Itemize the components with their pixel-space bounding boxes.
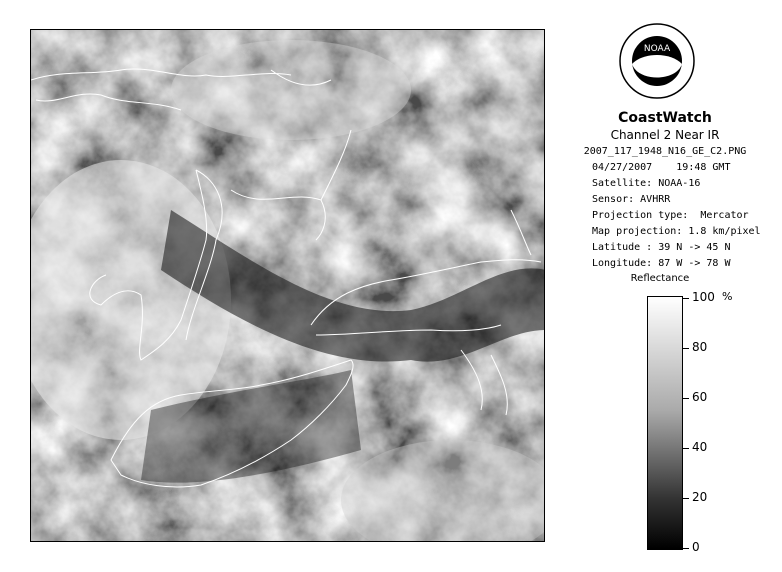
colorbar-tick-mark [683,348,689,349]
colorbar-tick-mark [683,448,689,449]
noaa-logo-text: NOAA [643,44,671,54]
colorbar-tick-label: 20 [692,490,708,504]
noaa-seal-icon [618,22,696,100]
colorbar-unit: % [722,290,733,303]
datetime: 04/27/2007 19:48 GMT [592,162,731,173]
colorbar-tick-mark [683,498,689,499]
sensor: Sensor: AVHRR [592,194,671,205]
subtitle: Channel 2 Near IR [610,128,720,142]
colorbar-title: Reflectance [630,273,690,284]
satellite-map [30,29,545,542]
latitude: Latitude : 39 N -> 45 N [592,242,731,253]
colorbar-tick-label: 40 [692,440,708,454]
map-image [31,30,545,542]
map-projection: Map projection: 1.8 km/pixel [592,226,761,237]
colorbar-tick-label: 0 [692,540,700,554]
colorbar-tick-label: 60 [692,390,708,404]
colorbar-tick-mark [683,298,689,299]
title: CoastWatch [618,110,712,126]
colorbar-tick-mark [683,398,689,399]
filename: 2007_117_1948_N16_GE_C2.PNG [583,146,747,157]
satellite: Satellite: NOAA-16 [592,178,701,189]
colorbar-tick-label: 80 [692,340,708,354]
colorbar-tick-mark [683,548,689,549]
colorbar-tick-label: 100 [692,290,715,304]
colorbar [647,296,683,550]
noaa-logo [618,22,696,100]
longitude: Longitude: 87 W -> 78 W [592,258,731,269]
projection-type: Projection type: Mercator [592,210,749,221]
